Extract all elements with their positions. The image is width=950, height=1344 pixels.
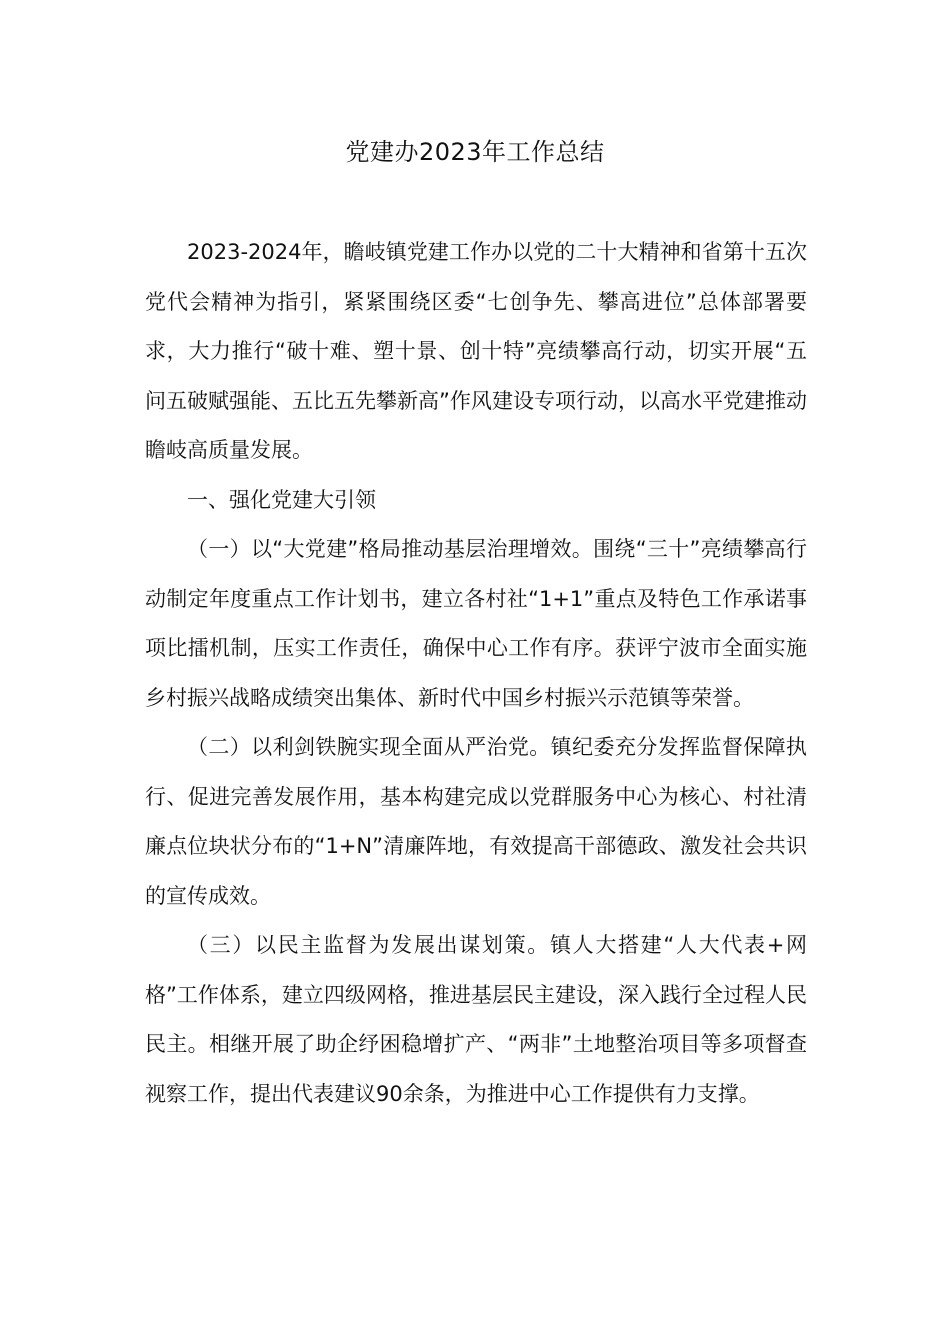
paragraph-item-3: （三）以民主监督为发展出谋划策。镇人大搭建“人大代表+网格”工作体系，建立四级网格，推进基层民主建设，深入践行全过程人民民主。相继开展了助企纾困稳增扩产、“两非”土地整治项目等多项督查视察工作，提出代表建议90余条，为推进中心工作提供有力支撑。 (145, 933, 807, 1106)
paragraph-intro: 2023-2024年，瞻岐镇党建工作办以党的二十大精神和省第十五次党代会精神为指引，紧紧围绕区委“七创争先、攀高进位”总体部署要求，大力推行“破十难、塑十景、创十特”亮绩攀高行动，切实开展“五问五破赋强能、五比五先攀新高”作风建设专项行动，以高水平党建推动瞻岐高质量发展。 (145, 240, 807, 462)
paragraph-item-1: （一）以“大党建”格局推动基层治理增效。围绕“三十”亮绩攀高行动制定年度重点工作计划书，建立各村社“1+1”重点及特色工作承诺事项比擂机制，压实工作责任，确保中心工作有序。获评宁波市全面实施乡村振兴战略成绩突出集体、新时代中国乡村振兴示范镇等荣誉。 (145, 537, 807, 710)
document-body (145, 228, 807, 1119)
paragraph-item-2: （二）以利剑铁腕实现全面从严治党。镇纪委充分发挥监督保障执行、促进完善发展作用，基本构建完成以党群服务中心为核心、村社清廉点位块状分布的“1+N”清廉阵地，有效提高干部德政、激发社会共识的宣传成效。 (145, 735, 807, 908)
document-title: 党建办2023年工作总结 (345, 138, 605, 166)
section-heading: 一、强化党建大引领 (187, 487, 376, 512)
